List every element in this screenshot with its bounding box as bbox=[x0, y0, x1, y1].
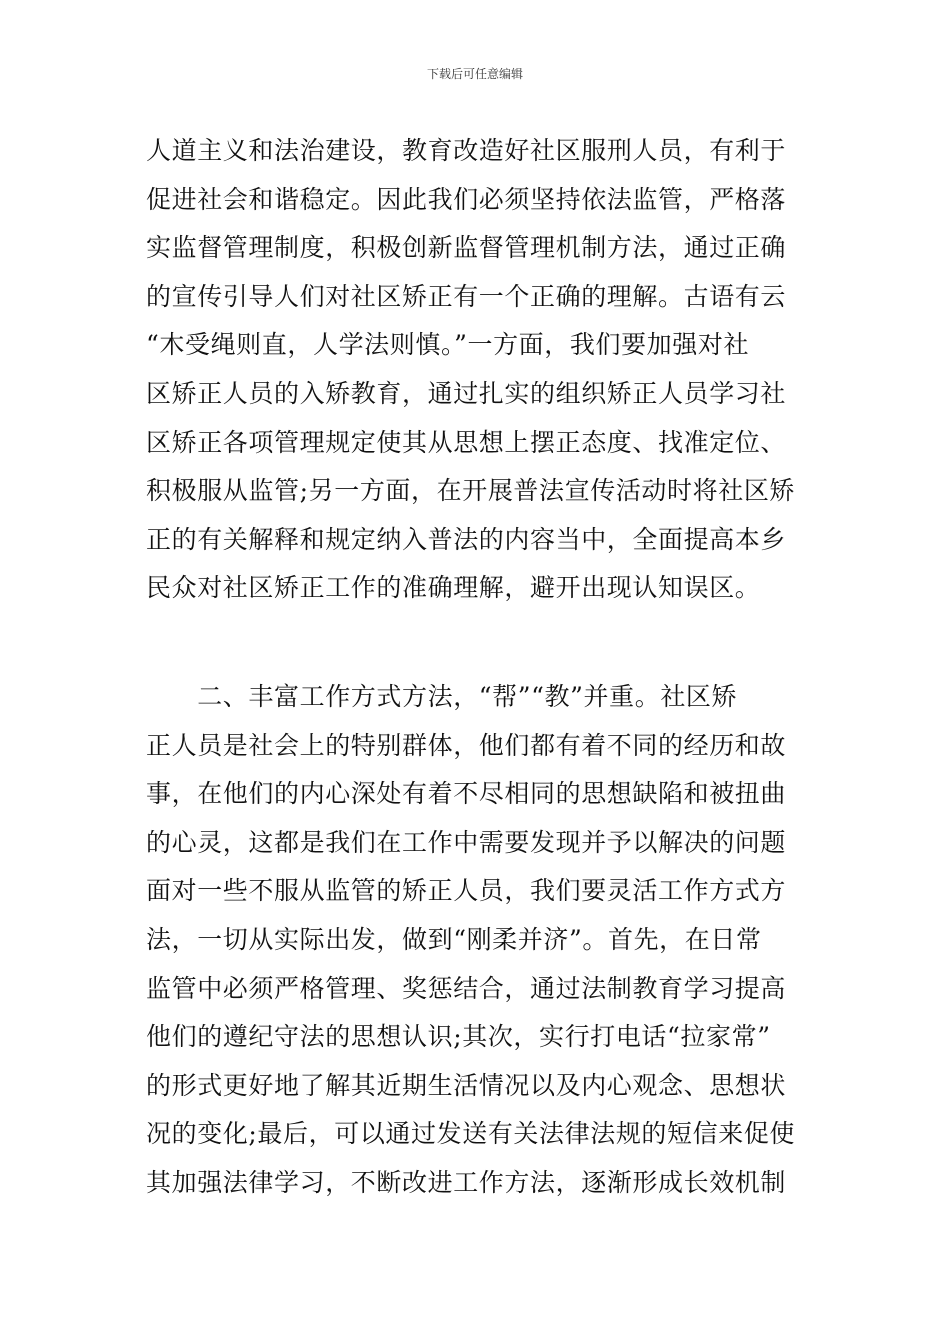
text-line: 民众对社区矫正工作的准确理解，避开出现认知误区。 bbox=[146, 573, 761, 603]
text-line: 的心灵，这都是我们在工作中需要发现并予以解决的问题 bbox=[146, 827, 787, 857]
paragraph-2 bbox=[146, 673, 816, 1208]
text-line: 监管中必须严格管理、奖惩结合，通过法制教育学习提高 bbox=[146, 973, 787, 1003]
text-line: 的宣传引导人们对社区矫正有一个正确的理解。古语有云 bbox=[146, 281, 787, 311]
text-line: 其加强法律学习，不断改进工作方法，逐渐形成长效机制 bbox=[146, 1167, 787, 1197]
text-line: 的形式更好地了解其近期生活情况以及内心观念、思想状 bbox=[146, 1070, 787, 1100]
text-line: 区矫正各项管理规定使其从思想上摆正态度、找准定位、 bbox=[146, 427, 787, 457]
text-line: 二、丰富工作方式方法，“帮”“教”并重。社区矫 bbox=[146, 682, 738, 711]
text-line: 区矫正人员的入矫教育，通过扎实的组织矫正人员学习社 bbox=[146, 378, 787, 408]
text-line: 法，一切从实际出发，做到“刚柔并济”。首先，在日常 bbox=[146, 924, 762, 954]
text-line: 人道主义和法治建设，教育改造好社区服刑人员，有利于 bbox=[146, 136, 787, 165]
text-line: 积极服从监管;另一方面，在开展普法宣传活动时将社区矫 bbox=[146, 476, 796, 506]
text-line: 事，在他们的内心深处有着不尽相同的思想缺陷和被扭曲 bbox=[146, 779, 787, 809]
text-line: 实监督管理制度，积极创新监督管理机制方法，通过正确 bbox=[146, 233, 787, 263]
text-line: 促进社会和谐稳定。因此我们必须坚持依法监管，严格落 bbox=[146, 184, 787, 214]
header-note: 下载后可任意编辑 bbox=[426, 67, 523, 81]
text-line: 正的有关解释和规定纳入普法的内容当中，全面提高本乡 bbox=[146, 524, 787, 554]
text-line: 正人员是社会上的特别群体，他们都有着不同的经历和故 bbox=[146, 730, 787, 760]
text-line: “木受绳则直，人学法则慎。”一方面，我们要加强对社 bbox=[146, 330, 750, 360]
text-line: 他们的遵纪守法的思想认识;其次，实行打电话“拉家常” bbox=[146, 1022, 771, 1052]
text-line: 面对一些不服从监管的矫正人员，我们要灵活工作方式方 bbox=[146, 876, 787, 906]
text-line: 况的变化;最后，可以通过发送有关法律法规的短信来促使 bbox=[146, 1119, 796, 1149]
paragraph-1 bbox=[146, 127, 816, 613]
